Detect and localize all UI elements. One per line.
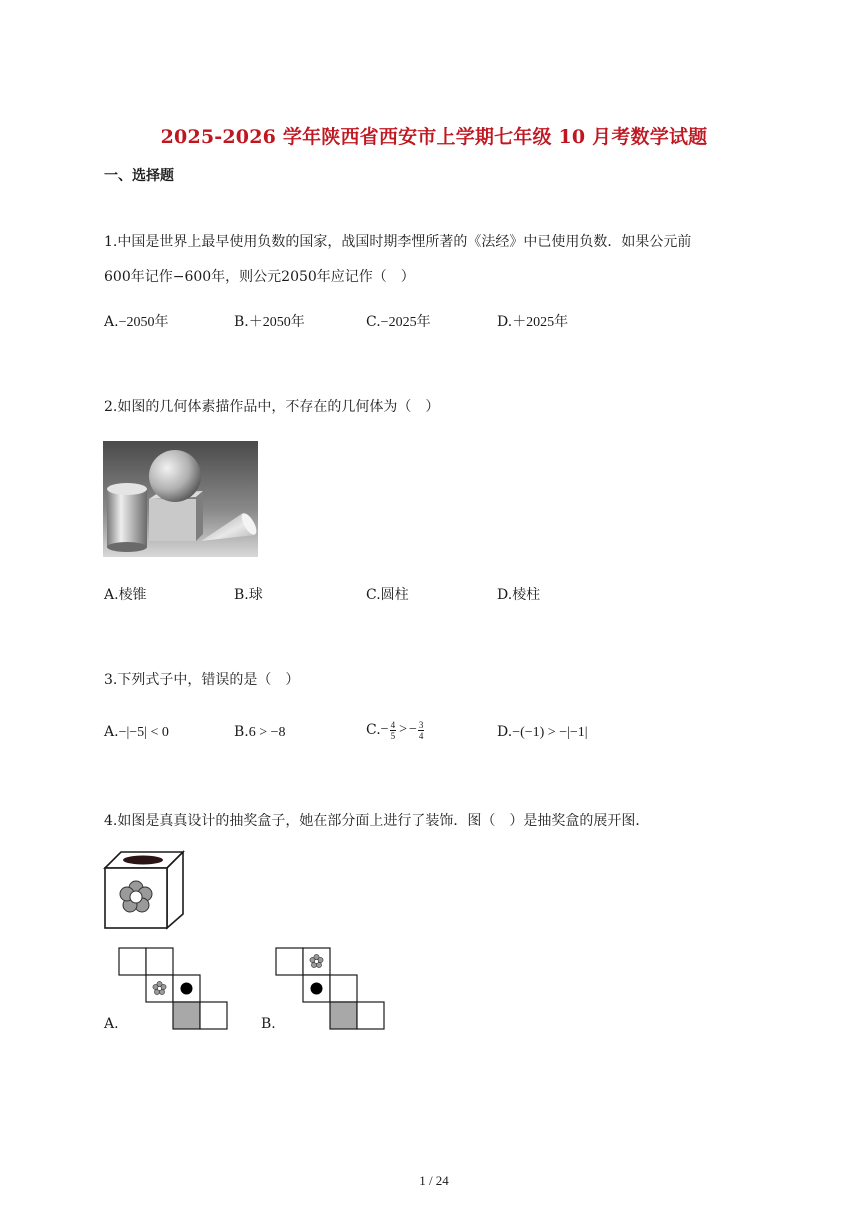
q1-option-a: A.−2050年: [104, 314, 169, 330]
q1-option-b: B.＋2050年: [234, 314, 305, 330]
q4-stem: 4.如图是真真设计的抽奖盒子，她在部分面上进行了装饰．图（ ）是抽奖盒的展开图．: [104, 813, 650, 829]
q3-option-c: C. − $\frac{4}{5}$ > − $\frac{3}{4}$: [366, 719, 424, 741]
q2-option-d: D.棱柱: [497, 587, 541, 603]
q3-option-b: B.6 > −8: [234, 724, 286, 740]
section-heading: 一、选择题: [104, 168, 174, 184]
q4-option-a-label: A.: [104, 1016, 119, 1032]
q1-stem-line2: 600年记作−600年，则公元2050年应记作（ ）: [104, 269, 415, 285]
net-option-a-image: [118, 947, 230, 1031]
fraction-right: $\frac{3}{4}$: [418, 719, 424, 741]
q3-option-a: A.−|−5| < 0: [104, 724, 169, 740]
q4-option-b-label: B.: [261, 1016, 276, 1032]
q3-stem: 3.下列式子中，错误的是（ ）: [104, 672, 300, 688]
q2-stem: 2.如图的几何体素描作品中，不存在的几何体为（ ）: [104, 399, 440, 415]
q1-option-c: C.−2025年: [366, 314, 431, 330]
page-number: 1 / 24: [419, 1173, 449, 1188]
fraction-left: $\frac{4}{5}$: [390, 719, 396, 741]
q1-stem-line1: 1.中国是世界上最早使用负数的国家，战国时期李悝所著的《法经》中已使用负数．如果公元前: [104, 234, 692, 250]
q3-option-d: D.−(−1) > −|−1|: [497, 724, 588, 740]
q2-option-a: A.棱锥: [104, 587, 147, 603]
q2-option-c: C.圆柱: [366, 587, 409, 603]
geometric-solids-sketch-image: [103, 441, 258, 557]
q1-option-d: D.＋2025年: [497, 314, 569, 330]
q2-option-b: B.球: [234, 587, 263, 603]
document-title: 2025-2026 学年陕西省西安市上学期七年级 10 月考数学试题: [160, 126, 708, 148]
net-option-b-image: [275, 947, 387, 1031]
lottery-box-cube-image: [103, 850, 185, 930]
